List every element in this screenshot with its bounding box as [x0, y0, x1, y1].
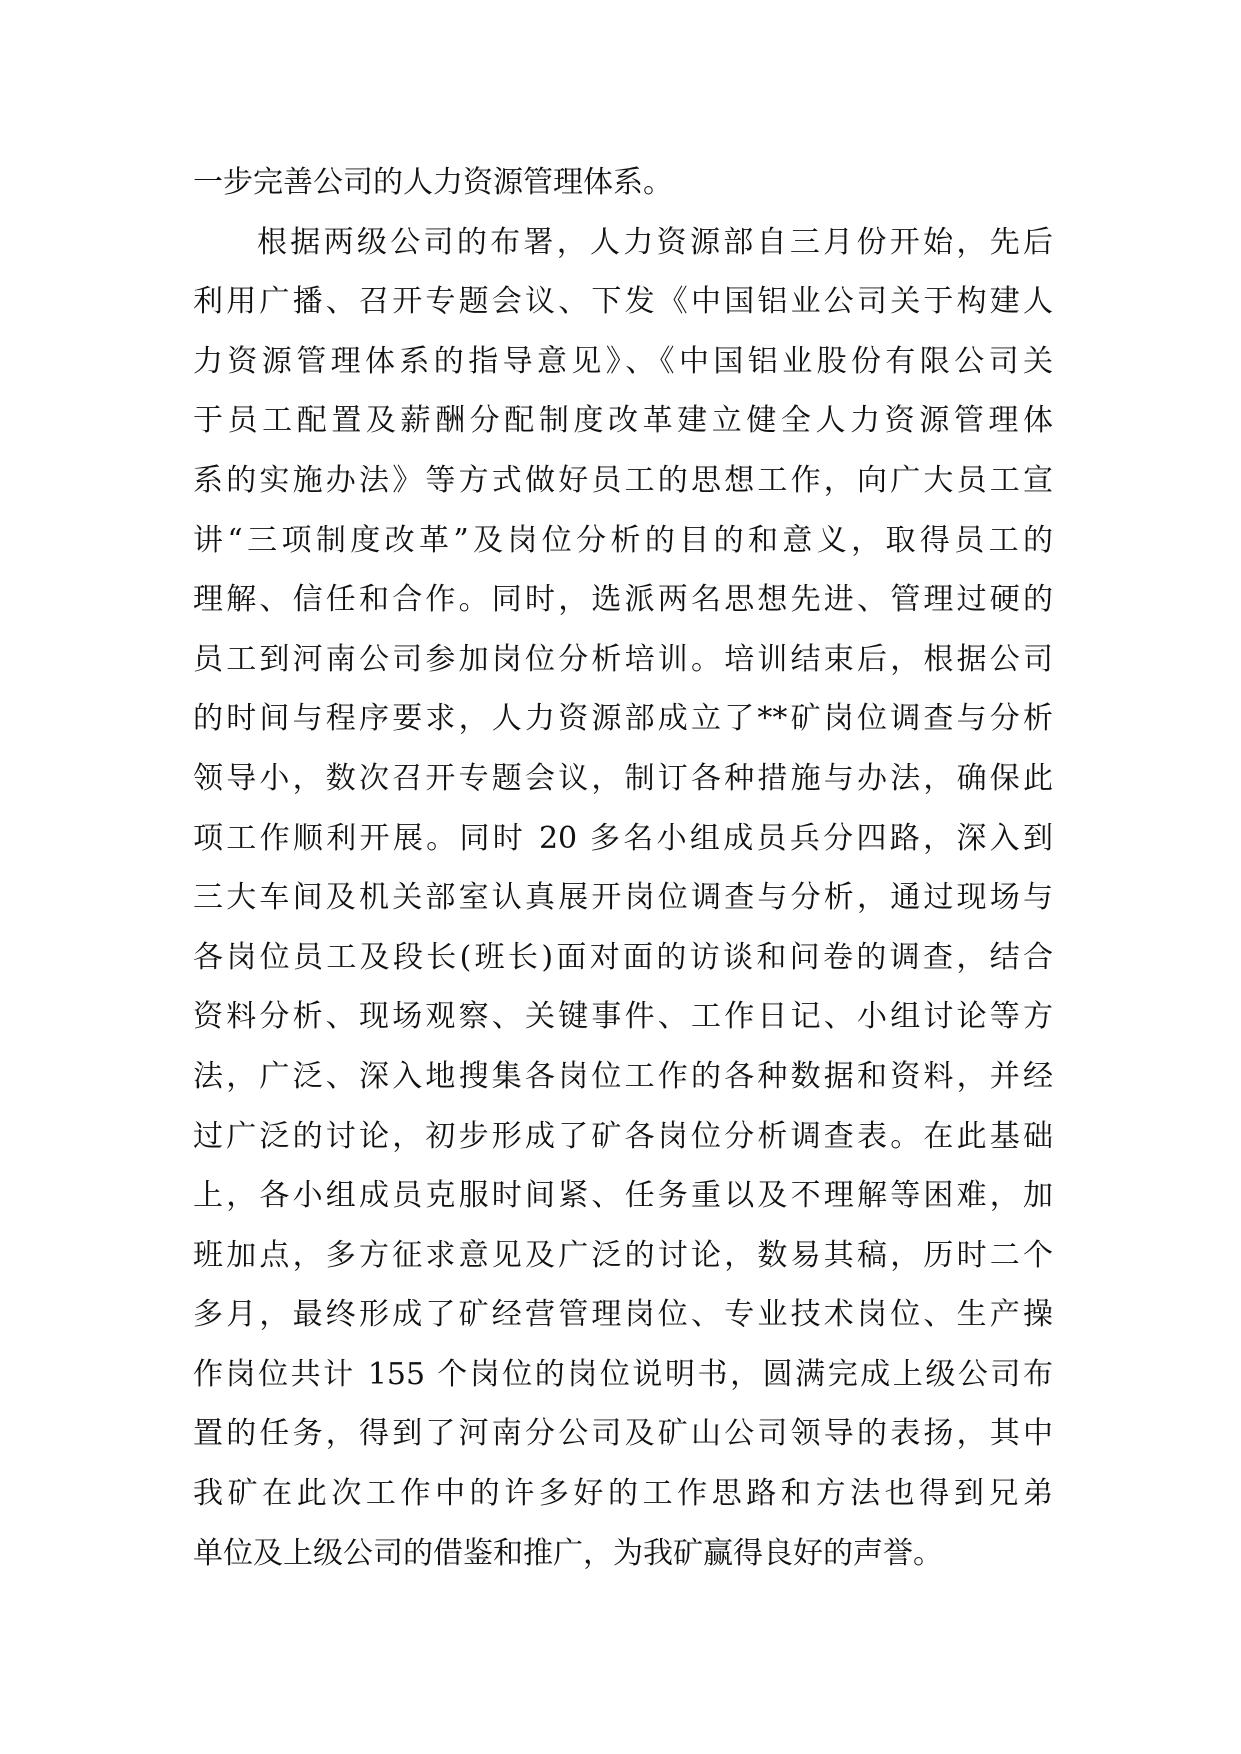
text-line: 班加点，多方征求意见及广泛的讨论，数易其稿，历时二个: [193, 1237, 1053, 1273]
text-line: 项工作顺利开展。同时 20 多名小组成员兵分四路，深入到: [193, 820, 1053, 856]
text-line: 资料分析、现场观察、关键事件、工作日记、小组讨论等方: [193, 999, 1053, 1035]
text-line: 理解、信任和合作。同时，选派两名思想先进、管理过硬的: [193, 582, 1053, 618]
text-line: 单位及上级公司的借鉴和推广，为我矿赢得良好的声誉。: [193, 1535, 943, 1571]
text-line: 我矿在此次工作中的许多好的工作思路和方法也得到兄弟: [193, 1476, 1053, 1512]
text-line: 于员工配置及薪酬分配制度改革建立健全人力资源管理体: [193, 403, 1053, 439]
paragraph-first-line: 根据两级公司的布署，人力资源部自三月份开始，先后: [257, 224, 1053, 260]
text-line: 利用广播、召开专题会议、下发《中国铝业公司关于构建人: [193, 284, 1053, 320]
text-line: 讲“三项制度改革”及岗位分析的目的和意义，取得员工的: [193, 522, 1053, 558]
text-line: 三大车间及机关部室认真展开岗位调查与分析，通过现场与: [193, 880, 1053, 916]
body-text: [193, 153, 1053, 1583]
text-line: 上，各小组成员克服时间紧、任务重以及不理解等困难，加: [193, 1178, 1053, 1214]
text-line: 员工到河南公司参加岗位分析培训。培训结束后，根据公司: [193, 641, 1053, 677]
text-line: 一步完善公司的人力资源管理体系。: [193, 165, 673, 200]
text-line: 系的实施办法》等方式做好员工的思想工作，向广大员工宣: [193, 462, 1053, 498]
text-line: 领导小，数次召开专题会议，制订各种措施与办法，确保此: [193, 760, 1053, 796]
text-line: 力资源管理体系的指导意见》、《中国铝业股份有限公司关: [193, 343, 1053, 379]
text-line: 法，广泛、深入地搜集各岗位工作的各种数据和资料，并经: [193, 1058, 1053, 1094]
text-line: 多月，最终形成了矿经营管理岗位、专业技术岗位、生产操: [193, 1297, 1053, 1333]
text-line: 过广泛的讨论，初步形成了矿各岗位分析调查表。在此基础: [193, 1118, 1053, 1154]
text-line: 作岗位共计 155 个岗位的岗位说明书，圆满完成上级公司布: [193, 1356, 1053, 1392]
text-line: 的时间与程序要求，人力资源部成立了**矿岗位调查与分析: [193, 701, 1053, 737]
text-line: 置的任务，得到了河南分公司及矿山公司领导的表扬，其中: [193, 1416, 1053, 1452]
text-line: 各岗位员工及段长(班长)面对面的访谈和问卷的调查，结合: [193, 939, 1053, 975]
